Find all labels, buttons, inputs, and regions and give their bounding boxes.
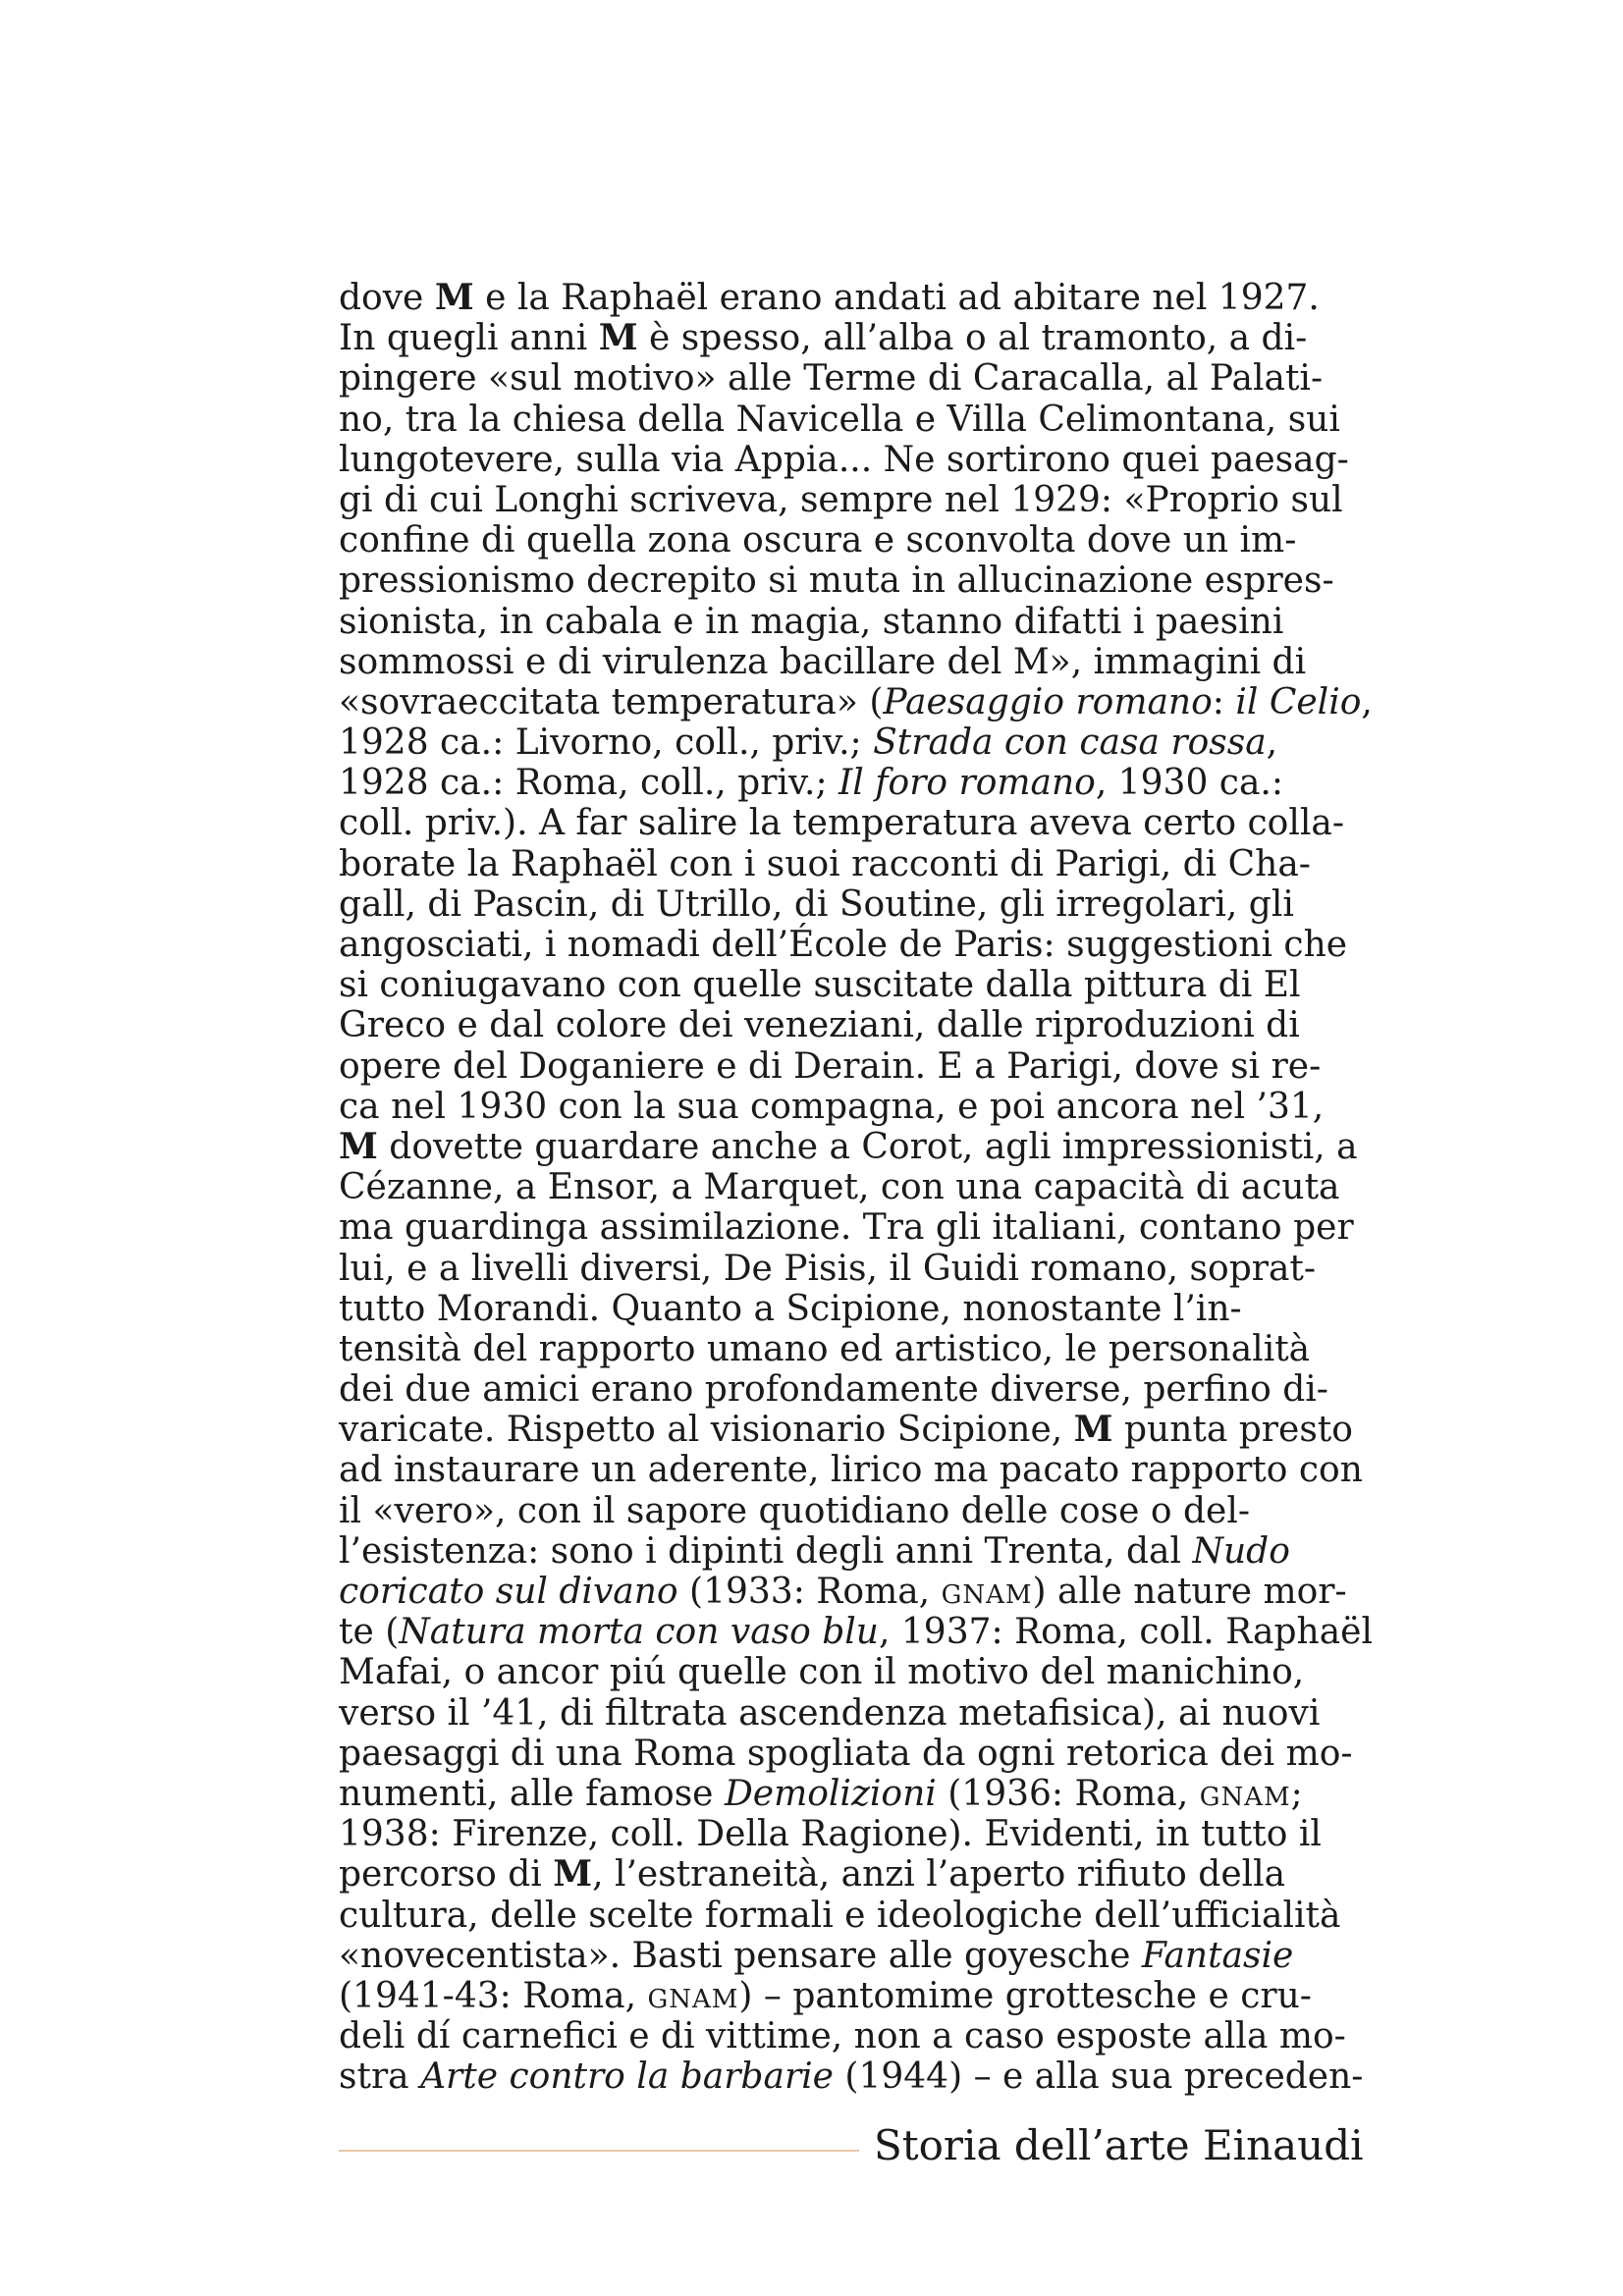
text-line — [339, 1207, 1354, 1249]
text-segment: M — [1073, 1409, 1113, 1451]
text-line — [339, 358, 1324, 400]
text-line — [339, 602, 1306, 642]
text-segment: (1936: Roma, — [936, 1773, 1200, 1814]
text-line — [339, 1289, 1306, 1329]
text-segment: 1938: Firenze, coll. Della Ragione). Evidenti, in tutto il — [339, 1814, 1322, 1855]
text-segment: borate la Raphaël con i suoi racconti di Parigi, di Cha- — [339, 843, 1311, 884]
text-line — [339, 1248, 1317, 1289]
text-segment: lungotevere, sulla via Appia... Ne sortirono quei paesag- — [339, 439, 1349, 480]
text-line — [339, 1328, 1311, 1369]
text-segment: dove — [339, 278, 435, 318]
text-segment: dei due amici erano profondamente diverse, perfino di- — [339, 1369, 1328, 1411]
text-line — [339, 1491, 1306, 1531]
text-segment: M — [553, 1853, 593, 1896]
text-segment: tutto Morandi. Quanto a Scipione, nonostante l’in- — [339, 1288, 1242, 1329]
text-segment: varicate. Rispetto al visionario Scipione, — [339, 1410, 1074, 1451]
text-segment: l’esistenza: sono i dipinti degli anni Trenta, dal — [339, 1530, 1193, 1572]
text-segment: gall, di Pascin, di Utrillo, di Soutine, gli irregolari, gli — [339, 883, 1294, 925]
text-line — [339, 1572, 1347, 1612]
text-line — [339, 884, 1306, 925]
text-segment: ad instaurare un aderente, lirico ma pacato rapporto con — [339, 1450, 1363, 1491]
text-segment: In quegli anni — [339, 318, 599, 359]
text-segment: Arte contro la barbarie — [420, 2056, 834, 2098]
text-line — [339, 1167, 1340, 1208]
text-line — [339, 763, 1306, 803]
text-line — [339, 681, 1373, 722]
text-line — [339, 1936, 1306, 1976]
text-line — [339, 1531, 1306, 1572]
text-segment: verso il ’41, di filtrata ascendenza metafisica), ai nuovi — [339, 1692, 1321, 1734]
text-segment: gi di cui Longhi scriveva, sempre nel 1929: «Proprio sul — [339, 479, 1343, 520]
text-segment: sommossi e di virulenza bacillare del M», immagini di — [339, 641, 1307, 682]
text-segment: lui, e a livelli diversi, De Pisis, il Guidi romano, soprat- — [339, 1248, 1317, 1289]
text-segment: pingere «sul motivo» alle Terme di Caracalla, al Palati- — [339, 358, 1324, 400]
text-segment: Strada con casa rossa — [873, 722, 1267, 764]
text-segment: (1944) – e alla sua preceden- — [833, 2056, 1364, 2098]
text-segment: , l’estraneità, anzi l’aperto rifiuto della — [592, 1854, 1286, 1896]
text-segment: , — [1361, 681, 1373, 722]
text-segment: Il foro romano — [839, 763, 1096, 804]
text-line — [339, 1692, 1321, 1734]
text-segment: angosciati, i nomadi dell’École de Paris: suggestioni che — [339, 925, 1348, 965]
text-segment: Nudo — [1192, 1530, 1290, 1572]
text-segment: M — [598, 317, 638, 359]
text-segment: paesaggi di una Roma spogliata da ogni retorica dei mo- — [339, 1733, 1353, 1774]
text-segment: Mafai, o ancor piú quelle con il motivo del manichino, — [339, 1652, 1305, 1693]
body-text — [339, 277, 1373, 2098]
text-segment: Fantasie — [1141, 1935, 1294, 1976]
text-line — [339, 1369, 1328, 1411]
text-line — [339, 642, 1306, 682]
text-line — [339, 965, 1306, 1005]
text-line — [339, 1045, 1322, 1087]
text-line — [339, 1125, 1358, 1167]
text-segment: GNAM — [1199, 1782, 1291, 1812]
text-segment: GNAM — [647, 1984, 739, 2014]
text-line — [339, 2016, 1346, 2057]
text-segment: Demolizioni — [724, 1773, 937, 1814]
text-segment: il «vero», con il sapore quotidiano delle cose o del- — [339, 1490, 1251, 1531]
text-line — [339, 803, 1344, 844]
text-segment: , 1937: Roma, coll. Raphaël — [879, 1612, 1373, 1653]
text-segment: 1928 ca.: Livorno, coll., priv.; — [339, 722, 874, 764]
text-line — [339, 399, 1340, 440]
text-line — [339, 1409, 1353, 1451]
text-segment: coll. priv.). A far salire la temperatura aveva certo colla- — [339, 803, 1344, 844]
text-segment: te ( — [339, 1612, 400, 1653]
text-line — [339, 318, 1306, 358]
text-segment: tensità del rapporto umano ed artistico, le personalità — [339, 1328, 1311, 1369]
text-line — [339, 1814, 1322, 1855]
footer-title: Storia dell’arte Einaudi — [874, 2121, 1364, 2169]
footer-rule — [339, 2150, 859, 2152]
text-line — [339, 1774, 1306, 1814]
text-segment: (1941-43: Roma, — [339, 1975, 648, 2016]
text-segment: (1933: Roma, — [677, 1572, 942, 1612]
text-line — [339, 1652, 1306, 1692]
text-line — [339, 479, 1343, 520]
text-line — [339, 439, 1349, 480]
text-segment: cultura, delle scelte formali e ideologiche dell’ufficialità — [339, 1895, 1341, 1936]
text-segment: ca nel 1930 con la sua compagna, e poi ancora nel ’31, — [339, 1086, 1325, 1127]
text-line — [339, 1975, 1312, 2016]
text-line — [339, 1612, 1373, 1653]
text-segment: coricato sul divano — [339, 1572, 678, 1612]
text-segment: stra — [339, 2056, 421, 2098]
text-segment: opere del Doganiere e di Derain. E a Parigi, dove si re- — [339, 1045, 1322, 1087]
text-line — [339, 2056, 1364, 2098]
text-segment: dovette guardare anche a Corot, agli impressionisti, a — [377, 1126, 1358, 1167]
text-line — [339, 1895, 1341, 1936]
text-line — [339, 1005, 1306, 1045]
text-line — [339, 520, 1306, 561]
text-line — [339, 843, 1311, 884]
text-segment: Cézanne, a Ensor, a Marquet, con una capacità di acuta — [339, 1167, 1340, 1208]
text-segment: ) alle nature mor- — [1032, 1572, 1347, 1612]
text-segment: M — [434, 277, 474, 318]
text-segment: ; — [1290, 1773, 1303, 1814]
text-segment: numenti, alle famose — [339, 1773, 725, 1814]
text-segment: Paesaggio romano — [883, 681, 1213, 722]
text-segment: : — [1212, 681, 1236, 722]
text-segment: Greco e dal colore dei veneziani, dalle riproduzioni di — [339, 1005, 1300, 1046]
text-line — [339, 1854, 1306, 1895]
text-segment: ) – pantomime grottesche e cru- — [738, 1975, 1312, 2016]
text-segment: no, tra la chiesa della Navicella e Villa Celimontana, sui — [339, 399, 1340, 440]
text-segment: Natura morta con vaso blu — [399, 1612, 879, 1653]
text-segment: «sovraeccitata temperatura» ( — [339, 681, 884, 722]
text-line — [339, 1733, 1353, 1774]
text-segment: è spesso, all’alba o al tramonto, a di- — [637, 318, 1308, 359]
text-segment: punta presto — [1112, 1410, 1353, 1451]
text-segment: M — [339, 1125, 378, 1167]
text-segment: il Celio — [1235, 681, 1362, 722]
text-segment: GNAM — [941, 1580, 1033, 1610]
text-line — [339, 1450, 1363, 1491]
text-segment: e la Raphaël erano andati ad abitare nel 1927. — [473, 278, 1320, 318]
text-segment: , 1930 ca.: — [1095, 763, 1284, 804]
text-line — [339, 277, 1320, 318]
text-segment: confine di quella zona oscura e sconvolta dove un im- — [339, 520, 1297, 561]
text-line — [339, 1086, 1325, 1127]
text-segment: percorso di — [339, 1854, 554, 1896]
text-segment: si coniugavano con quelle suscitate dalla pittura di El — [339, 965, 1301, 1006]
text-segment: deli dí carnefici e di vittime, non a caso esposte alla mo- — [339, 2016, 1346, 2057]
text-line — [339, 561, 1334, 602]
text-segment: «novecentista». Basti pensare alle goyesche — [339, 1935, 1142, 1976]
text-segment: , — [1266, 722, 1278, 764]
text-line — [339, 925, 1348, 965]
text-segment: pressionismo decrepito si muta in allucinazione espres- — [339, 561, 1334, 602]
text-segment: ma guardinga assimilazione. Tra gli italiani, contano per — [339, 1207, 1354, 1249]
text-segment: sionista, in cabala e in magia, stanno difatti i paesini — [339, 601, 1284, 642]
text-line — [339, 722, 1306, 763]
text-segment: 1928 ca.: Roma, coll., priv.; — [339, 763, 839, 804]
